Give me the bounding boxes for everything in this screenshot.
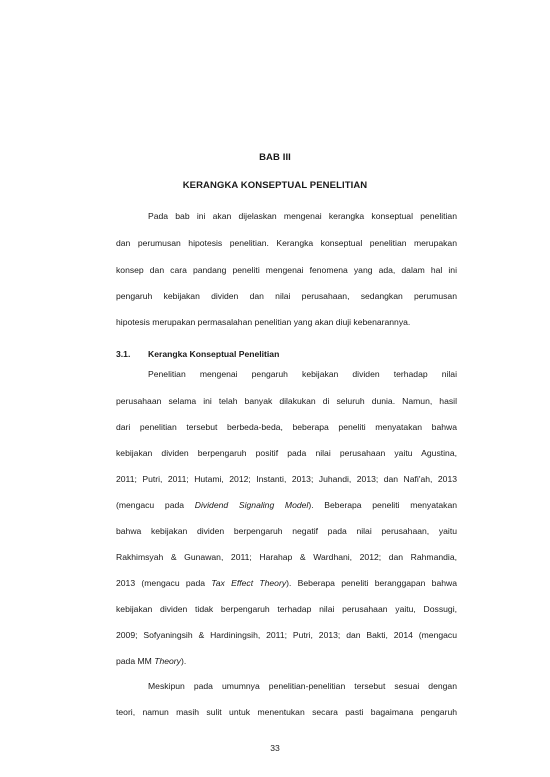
intro-line: Pada bab ini akan dijelaskan mengenai kerangka konseptual penelitian xyxy=(148,211,457,221)
body-line: teori, namun masih sulit untuk menentukan secara pasti bagaimana pengaruh xyxy=(116,707,457,717)
body-line: kebijakan dividen tidak berpengaruh terhadap nilai perusahaan yaitu, Dossugi, xyxy=(116,604,457,614)
intro-line: pengaruh kebijakan dividen dan nilai perusahaan, sedangkan perumusan xyxy=(116,291,457,301)
chapter-number: BAB III xyxy=(259,152,291,163)
text-segment: 2013 (mengacu pada xyxy=(116,578,212,588)
chapter-title: KERANGKA KONSEPTUAL PENELITIAN xyxy=(182,180,368,191)
text-segment: ). xyxy=(180,656,187,666)
text-segment: ). Beberapa peneliti menyatakan xyxy=(308,500,458,510)
body-line: bahwa kebijakan dividen berpengaruh negatif pada nilai perusahaan, yaitu xyxy=(116,526,457,536)
body-line-model xyxy=(116,499,457,511)
text-segment: (mengacu pada xyxy=(116,500,195,510)
body-line: Meskipun pada umumnya penelitian-penelitian tersebut sesuai dengan xyxy=(148,681,457,691)
body-line: perusahaan selama ini telah banyak dilakukan di seluruh dunia. Namun, hasil xyxy=(116,396,457,406)
body-line: 2011; Putri, 2011; Hutami, 2012; Instanti, 2013; Juhandi, 2013; dan Nafi'ah, 2013 xyxy=(116,474,457,484)
section-number: 3.1. xyxy=(116,349,131,359)
body-line: Penelitian mengenai pengaruh kebijakan dividen terhadap nilai xyxy=(148,369,457,379)
body-line-mm xyxy=(116,655,457,667)
intro-line: dan perumusan hipotesis penelitian. Kerangka konseptual penelitian merupakan xyxy=(116,238,457,248)
page-number: 33 xyxy=(270,743,280,753)
body-line: dari penelitian tersebut berbeda-beda, beberapa peneliti menyatakan bahwa xyxy=(116,422,457,432)
body-line-tax xyxy=(116,577,457,589)
model-name: Theory xyxy=(154,656,181,666)
model-name: Tax Effect Theory xyxy=(211,578,287,588)
text-segment: pada MM xyxy=(116,656,155,666)
intro-line: konsep dan cara pandang peneliti mengenai fenomena yang ada, dalam hal ini xyxy=(116,265,457,275)
body-line: kebijakan dividen berpengaruh positif pada nilai perusahaan yaitu Agustina, xyxy=(116,448,457,458)
body-line: 2009; Sofyaningsih & Hardiningsih, 2011; Putri, 2013; dan Bakti, 2014 (mengacu xyxy=(116,630,457,640)
intro-line: hipotesis merupakan permasalahan penelitian yang akan diuji kebenarannya. xyxy=(116,317,411,327)
model-name: Dividend Signaling Model xyxy=(194,500,309,510)
body-line: Rakhimsyah & Gunawan, 2011; Harahap & Wardhani, 2012; dan Rahmandia, xyxy=(116,552,457,562)
section-title: Kerangka Konseptual Penelitian xyxy=(148,349,280,359)
text-segment: ). Beberapa peneliti beranggapan bahwa xyxy=(286,578,457,588)
